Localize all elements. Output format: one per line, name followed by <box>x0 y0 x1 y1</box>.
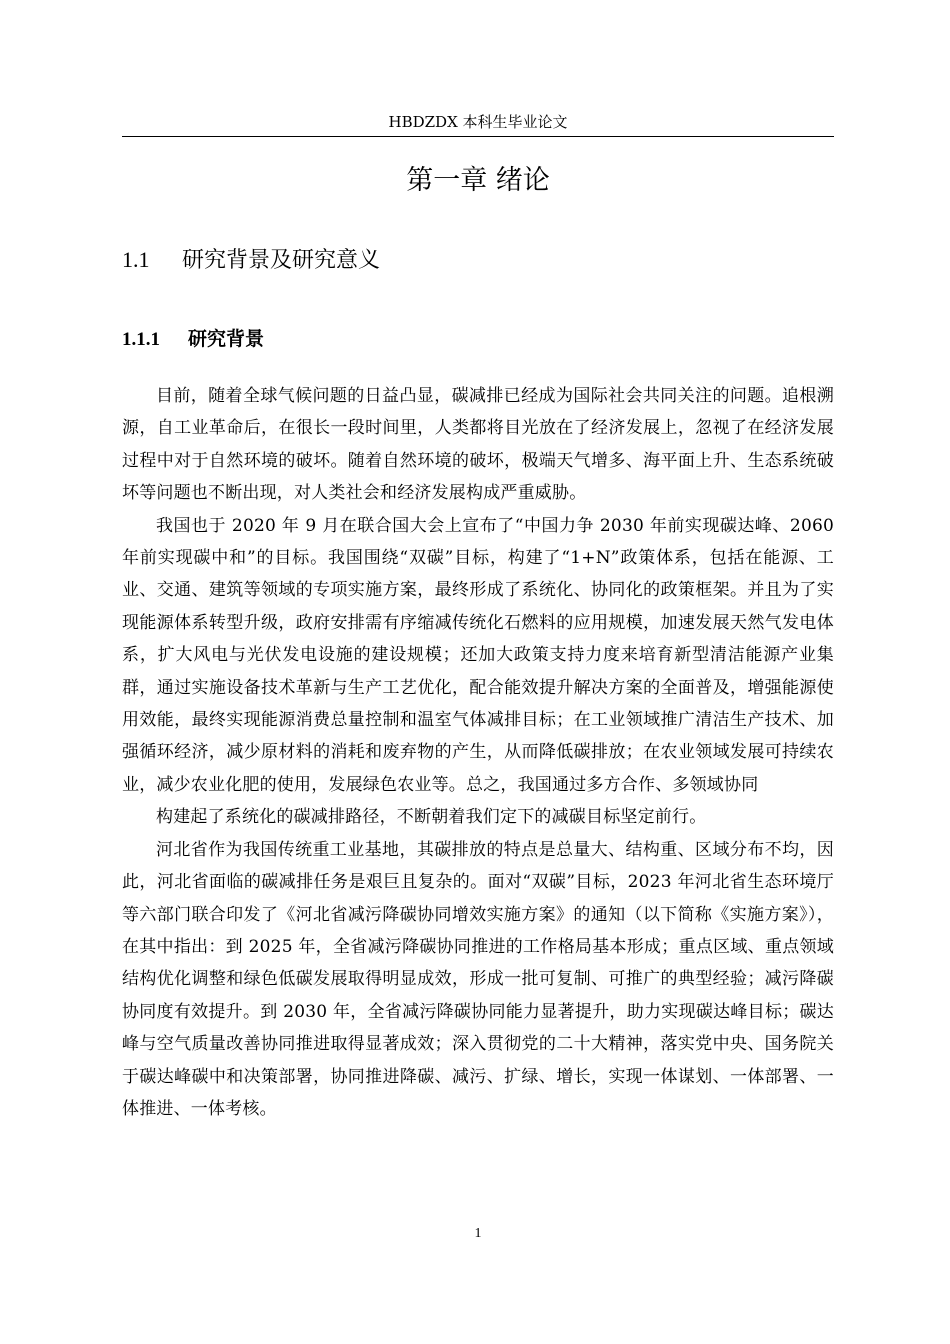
chapter-title: 第一章 绪论 <box>406 165 550 196</box>
section-heading <box>122 244 380 277</box>
subsection-title: 研究背景 <box>188 328 265 350</box>
body-text <box>122 380 834 1125</box>
paragraph: 目前，随着全球气候问题的日益凸显，碳减排已经成为国际社会共同关注的问题。追根溯源，自工业革命后，在很长一段时间里，人类都将目光放在了经济发展上，忽视了在经济发展过程中对于自然环境的破坏。随着自然环境的破坏，极端天气增多、海平面上升、生态系统破坏等问题也不断出现，对人类社会和经济发展构成严重威胁。 <box>122 386 834 504</box>
running-header-title: HBDZDX 本科生毕业论文 <box>388 113 568 131</box>
paragraph: 我国也于 2020 年 9 月在联合国大会上宣布了“中国力争 2030 年前实现碳达峰、2060 年前实现碳中和”的目标。我国围绕“双碳”目标，构建了“1+N”政策体系，包括在能源、工业、交通、建筑等领域的专项实施方案，最终形成了系统化、协同化的政策框架。并且为了实现能源体系转型升级，政府安排需有序缩减传统化石燃料的应用规模，加速发展天然气发电体系，扩大风电与光伏发电设施的建设规模；还加大政策支持力度来培育新型清洁能源产业集群，通过实施设备技术革新与生产工艺优化，配合能效提升解决方案的全面普及，增强能源使用效能，最终实现能源消费总量控制和温室气体减排目标；在工业领域推广清洁生产技术、加强循环经济，减少原材料的消耗和废弃物的产生，从而降低碳排放；在农业领域发展可持续农业，减少农业化肥的使用，发展绿色农业等。总之，我国通过多方合作、多领域协同 <box>122 515 834 795</box>
section-number: 1.1 <box>122 247 150 272</box>
paragraph: 构建起了系统化的碳减排路径，不断朝着我们定下的减碳目标坚定前行。 <box>156 807 707 828</box>
subsection-number: 1.1.1 <box>122 329 160 350</box>
section-title: 研究背景及研究意义 <box>182 248 381 273</box>
subsection-heading <box>122 325 264 354</box>
paragraph: 河北省作为我国传统重工业基地，其碳排放的特点是总量大、结构重、区域分布不均，因此，河北省面临的碳减排任务是艰巨且复杂的。面对“双碳”目标，2023 年河北省生态环境厅等六部门联合印发了《河北省减污降碳协同增效实施方案》的通知（以下简称《实施方案》），在其中指出：到 2025 年，全省减污降碳协同推进的工作格局基本形成；重点区域、重点领域结构优化调整和绿色低碳发展取得明显成效，形成一批可复制、可推广的典型经验；减污降碳协同度有效提升。到 2030 年，全省减污降碳协同能力显著提升，助力实现碳达峰目标；碳达峰与空气质量改善协同推进取得显著成效；深入贯彻党的二十大精神，落实党中央、国务院关于碳达峰碳中和决策部署，协同推进降碳、减污、扩绿、增长，实现一体谋划、一体部署、一体推进、一体考核。 <box>122 839 834 1119</box>
page-number: 1 <box>474 1226 482 1241</box>
running-header <box>122 112 834 137</box>
